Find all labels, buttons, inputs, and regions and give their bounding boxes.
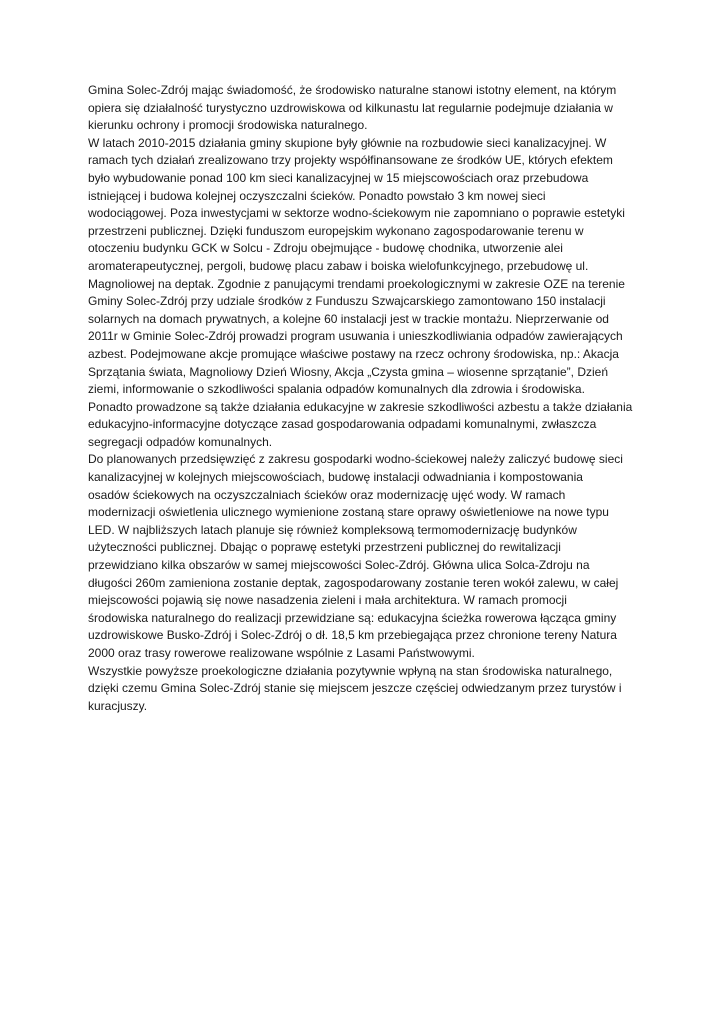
text-line: aromaterapeutycznej, pergoli, budowę placu zabaw i boiska wielofunkcyjnego, przebudowę ul. — [88, 258, 589, 273]
text-line: środowiska naturalnego do realizacji przewidziane są: edukacyjna ścieżka rowerowa łącząca gminy — [88, 610, 617, 625]
text-line: kierunku ochrony i promocji środowiska naturalnego. — [88, 118, 368, 133]
body-text — [88, 82, 648, 715]
text-line: miejscowości pojawią się nowe nasadzenia zieleni i mała architektura. W ramach promocji — [88, 593, 567, 608]
text-line: W latach 2010-2015 działania gminy skupione były głównie na rozbudowie sieci kanalizacyjnej. W — [88, 135, 607, 150]
text-line: azbest. Podejmowane akcje promujące właściwe postawy na rzecz ochrony środowiska, np.: Akacja — [88, 346, 619, 361]
text-line: Ponadto prowadzone są także działania edukacyjne w zakresie szkodliwości azbestu a także działania — [88, 399, 633, 414]
text-line: modernizacji oświetlenia ulicznego wymienione zostaną stare oprawy oświetleniowe na nowe typu — [88, 505, 609, 520]
text-line: istniejącej i budowa kolejnej oczyszczalni ścieków. Ponadto powstało 3 km nowej sieci — [88, 188, 546, 203]
text-line: Magnoliowej na deptak. Zgodnie z panującymi trendami proekologicznymi w zakresie OZE na terenie — [88, 276, 625, 291]
text-line: Gmina Solec-Zdrój mając świadomość, że środowisko naturalne stanowi istotny element, na którym — [88, 83, 617, 97]
text-line: kuracjuszy. — [88, 698, 148, 713]
text-line: Sprzątania świata, Magnoliowy Dzień Wiosny, Akcja „Czysta gmina – wiosenne sprzątanie”, Dzień — [88, 364, 609, 379]
text-line: LED. W najbliższych latach planuje się również kompleksową termomodernizację budynków — [88, 522, 577, 537]
text-line: przewidziano kilka obszarów w samej miejscowości Solec-Zdrój. Główna ulica Solca-Zdroju na — [88, 558, 590, 573]
text-line: ramach tych działań zrealizowano trzy projekty współfinansowane ze środków UE, których efektem — [88, 153, 613, 168]
text-line: wodociągowej. Poza inwestycjami w sektorze wodno-ściekowym nie zapomniano o poprawie estetyki — [88, 206, 625, 221]
text-line: segregacji odpadów komunalnych. — [88, 434, 273, 449]
text-line: solarnych na domach prywatnych, a kolejne 60 instalacji jest w trackie montażu. Nieprzerwanie od — [88, 311, 609, 326]
text-line: otoczeniu budynku GCK w Solcu - Zdroju obejmujące - budowę chodnika, utworzenie alei — [88, 241, 563, 256]
text-line: 2011r w Gminie Solec-Zdrój prowadzi program usuwania i unieszkodliwiania odpadów zawierających — [88, 329, 623, 344]
text-line: edukacyjno-informacyjne dotyczące zasad gospodarowania odpadami komunalnymi, zwłaszcza — [88, 417, 597, 432]
text-line: użyteczności publicznej. Dbając o poprawę estetyki przestrzeni publicznej do rewitalizacji — [88, 540, 561, 555]
text-line: osadów ściekowych na oczyszczalniach ścieków oraz modernizację ujęć wody. W ramach — [88, 487, 566, 502]
text-line: ziemi, informowanie o szkodliwości spalania odpadów komunalnych dla zdrowia i środowiska. — [88, 382, 585, 397]
text-line: 2000 oraz trasy rowerowe realizowane wspólnie z Lasami Państwowymi. — [88, 646, 475, 660]
text-line: przestrzeni publicznej. Dzięki funduszom europejskim wykonano zagospodarowanie terenu w — [88, 223, 584, 238]
text-line: kanalizacyjnej w kolejnych miejscowościach, budowę instalacji odwadniania i kompostowania — [88, 470, 583, 485]
text-line: uzdrowiskowe Busko-Zdrój i Solec-Zdrój o dł. 18,5 km przebiegająca przez chronione tereny Natura — [88, 628, 617, 643]
text-line: było wybudowanie ponad 100 km sieci kanalizacyjnej w 15 miejscowościach oraz przebudowa — [88, 170, 589, 185]
text-line: długości 260m zamieniona zostanie deptak, zagospodarowany zostanie teren wokół zalewu, w całej — [88, 575, 619, 590]
text-line: Do planowanych przedsięwzięć z zakresu gospodarki wodno-ściekowej należy zaliczyć budowę sieci — [88, 452, 623, 467]
text-line: Gminy Solec-Zdrój przy udziale środków z Funduszu Szwajcarskiego zamontowano 150 instalacji — [88, 294, 606, 309]
text-line: Wszystkie powyższe proekologiczne działania pozytywnie wpłyną na stan środowiska naturalnego, — [88, 663, 613, 678]
text-line: dzięki czemu Gmina Solec-Zdrój stanie się miejscem jeszcze częściej odwiedzanym przez turystów i — [88, 681, 622, 696]
text-line: opiera się działalność turystyczno uzdrowiskowa od kilkunastu lat regularnie podejmuje działania w — [88, 100, 613, 115]
